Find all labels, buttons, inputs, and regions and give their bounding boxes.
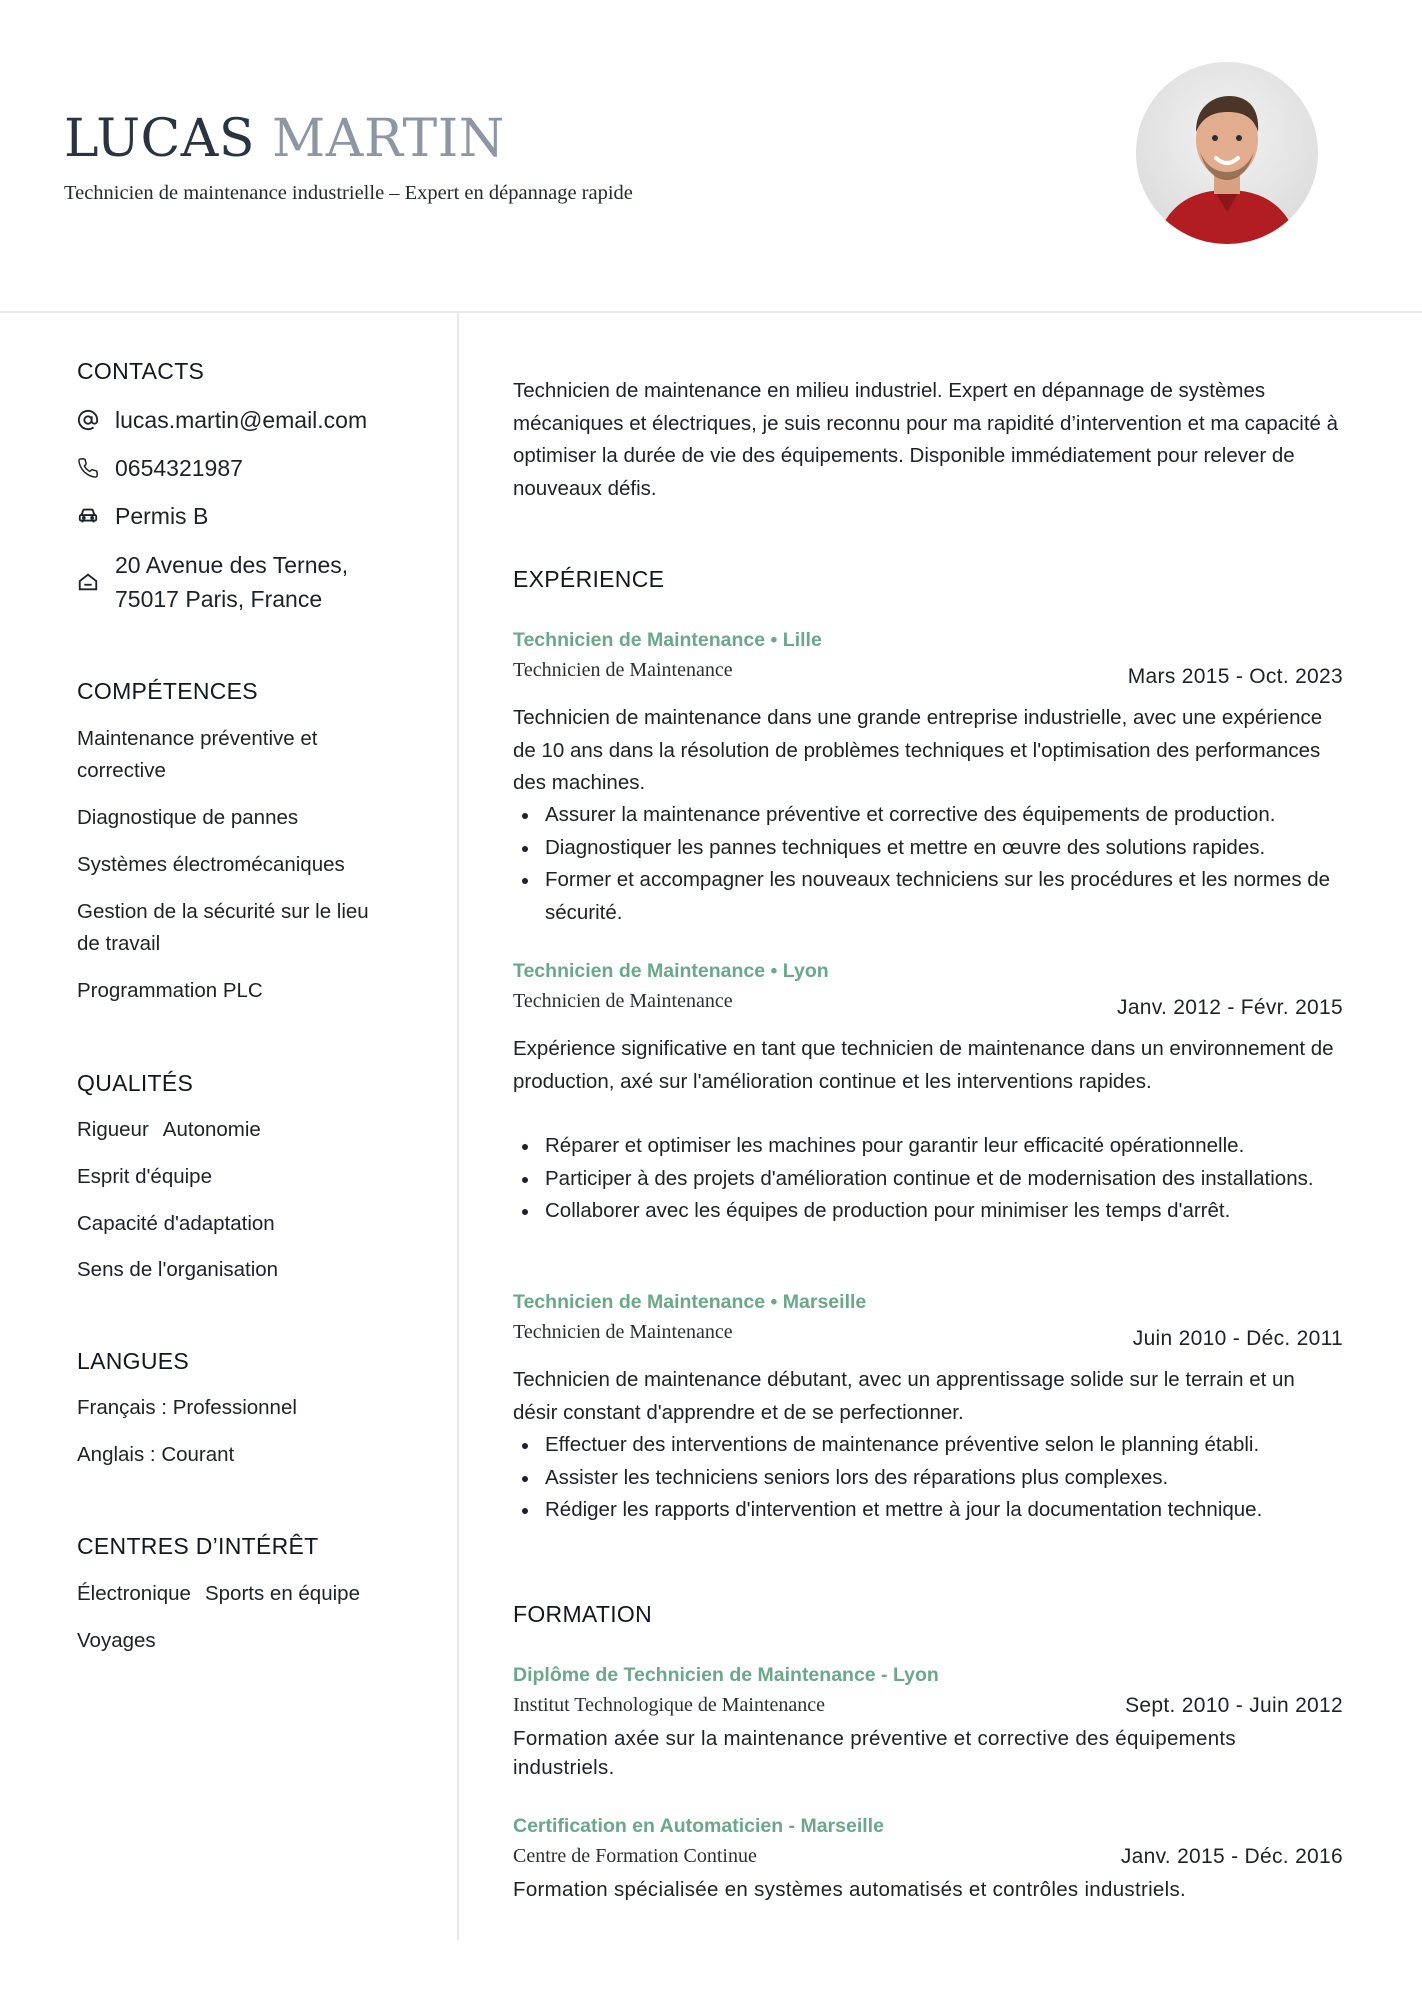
list-item: Effectuer des interventions de maintenance préventive selon le planning établi.: [513, 1429, 1343, 1462]
job-title: Technicien de Maintenance • Lyon: [513, 960, 829, 982]
list-item: Former et accompagner les nouveaux techniciens sur les procédures et les normes de sécurité.: [513, 864, 1343, 929]
resume-header: [0, 0, 1422, 313]
skill-item: Diagnostique de pannes: [77, 806, 299, 829]
quality-item: Rigueur: [77, 1118, 149, 1141]
quality-item: Capacité d'adaptation: [77, 1212, 275, 1235]
list-item: Réparer et optimiser les machines pour garantir leur efficacité opérationnelle.: [513, 1130, 1343, 1163]
profile-summary: Technicien de maintenance en milieu industriel. Expert en dépannage de systèmes mécaniques et électriques, je suis reconnu pour ma rapidité d’intervention et ma capacité à optimiser la durée de vie des équipements. Disponible immédiatement pour relever de nouveaux défis.: [513, 379, 1339, 500]
skill-item: Maintenance préventive et corrective: [77, 727, 318, 782]
candidate-name: [64, 106, 505, 172]
list-item: Diagnostiquer les pannes techniques et mettre en œuvre des solutions rapides.: [513, 832, 1343, 865]
languages-title: LANGUES: [77, 1348, 190, 1374]
list-item: Participer à des projets d'amélioration continue et de modernisation des installations.: [513, 1163, 1343, 1196]
skill-item: Systèmes électromécaniques: [77, 853, 345, 876]
education-title-item: Diplôme de Technicien de Maintenance - Lyon: [513, 1664, 939, 1686]
email-text: lucas.martin@email.com: [115, 407, 368, 433]
job-title: Technicien de Maintenance • Marseille: [513, 1291, 867, 1313]
qualities-title: QUALITÉS: [77, 1070, 194, 1096]
license-text: Permis B: [115, 503, 209, 529]
contact-email[interactable]: [77, 403, 367, 437]
job-dates: Janv. 2012 - Févr. 2015: [1117, 996, 1343, 1019]
at-sign-icon: [77, 403, 101, 437]
job-subtitle: Technicien de Maintenance: [513, 1321, 733, 1343]
quality-item: Esprit d'équipe: [77, 1165, 212, 1188]
phone-text: 0654321987: [115, 455, 243, 481]
skill-item: Gestion de la sécurité sur le lieu de travail: [77, 900, 369, 955]
address-line-1: 20 Avenue des Ternes,: [115, 552, 349, 578]
first-name: LUCAS: [64, 109, 255, 169]
quality-item: Sens de l'organisation: [77, 1258, 279, 1281]
column-divider: [457, 313, 459, 1940]
contact-address: [77, 548, 348, 616]
skills-title: COMPÉTENCES: [77, 678, 258, 704]
education-dates: Sept. 2010 - Juin 2012: [1125, 1694, 1343, 1717]
address-line-2: 75017 Paris, France: [115, 586, 323, 612]
education-description: Formation spécialisée en systèmes automatisés et contrôles industriels.: [513, 1878, 1187, 1901]
experience-title: EXPÉRIENCE: [513, 566, 665, 592]
job-description: Technicien de maintenance débutant, avec un apprentissage solide sur le terrain et un désir constant d'apprendre et de se perfectionner.: [513, 1368, 1295, 1424]
contact-phone[interactable]: [77, 451, 243, 485]
car-icon: [77, 499, 101, 533]
interests-title: CENTRES D’INTÉRÊT: [77, 1533, 319, 1559]
education-title-item: Certification en Automaticien - Marseille: [513, 1815, 884, 1837]
list-item: Collaborer avec les équipes de production pour minimiser les temps d'arrêt.: [513, 1195, 1343, 1228]
education-school: Institut Technologique de Maintenance: [513, 1694, 826, 1716]
last-name: MARTIN: [272, 109, 505, 169]
job-tagline: Technicien de maintenance industrielle – Expert en dépannage rapide: [64, 182, 633, 204]
job-subtitle: Technicien de Maintenance: [513, 990, 733, 1012]
language-item: Anglais : Courant: [77, 1443, 235, 1466]
home-icon: [77, 548, 101, 616]
job-title: Technicien de Maintenance • Lille: [513, 629, 822, 651]
job-bullets: [513, 1429, 1343, 1527]
phone-icon: [77, 451, 101, 485]
quality-item: Autonomie: [162, 1118, 261, 1141]
job-bullets: [513, 799, 1343, 929]
profile-photo: [1136, 62, 1318, 244]
list-item: Assurer la maintenance préventive et corrective des équipements de production.: [513, 799, 1343, 832]
interest-item: Électronique: [77, 1582, 191, 1605]
contacts-title: CONTACTS: [77, 358, 205, 384]
job-dates: Juin 2010 - Déc. 2011: [1132, 1327, 1343, 1350]
education-title: FORMATION: [513, 1601, 652, 1627]
quality-row: [77, 1114, 397, 1146]
skill-item: Programmation PLC: [77, 979, 263, 1002]
job-description: Technicien de maintenance dans une grande entreprise industrielle, avec une expérience de 10 ans dans la résolution de problèmes techniques et l'optimisation des performances des machines.: [513, 706, 1323, 794]
interest-item: Voyages: [77, 1629, 156, 1652]
education-school: Centre de Formation Continue: [513, 1845, 757, 1867]
language-item: Français : Professionnel: [77, 1396, 297, 1419]
interest-row: [77, 1578, 397, 1610]
contact-license: [77, 499, 208, 533]
job-dates: Mars 2015 - Oct. 2023: [1127, 665, 1343, 688]
address-text: [115, 548, 348, 616]
interest-item: Sports en équipe: [204, 1582, 360, 1605]
job-subtitle: Technicien de Maintenance: [513, 659, 733, 681]
education-dates: Janv. 2015 - Déc. 2016: [1120, 1845, 1343, 1868]
job-bullets: [513, 1130, 1343, 1228]
list-item: Rédiger les rapports d'intervention et mettre à jour la documentation technique.: [513, 1494, 1343, 1527]
education-description: Formation axée sur la maintenance préventive et corrective des équipements industriels.: [513, 1727, 1236, 1779]
list-item: Assister les techniciens seniors lors des réparations plus complexes.: [513, 1462, 1343, 1495]
job-description: Expérience significative en tant que technicien de maintenance dans un environnement de production, axé sur l'amélioration continue et les interventions rapides.: [513, 1037, 1334, 1093]
